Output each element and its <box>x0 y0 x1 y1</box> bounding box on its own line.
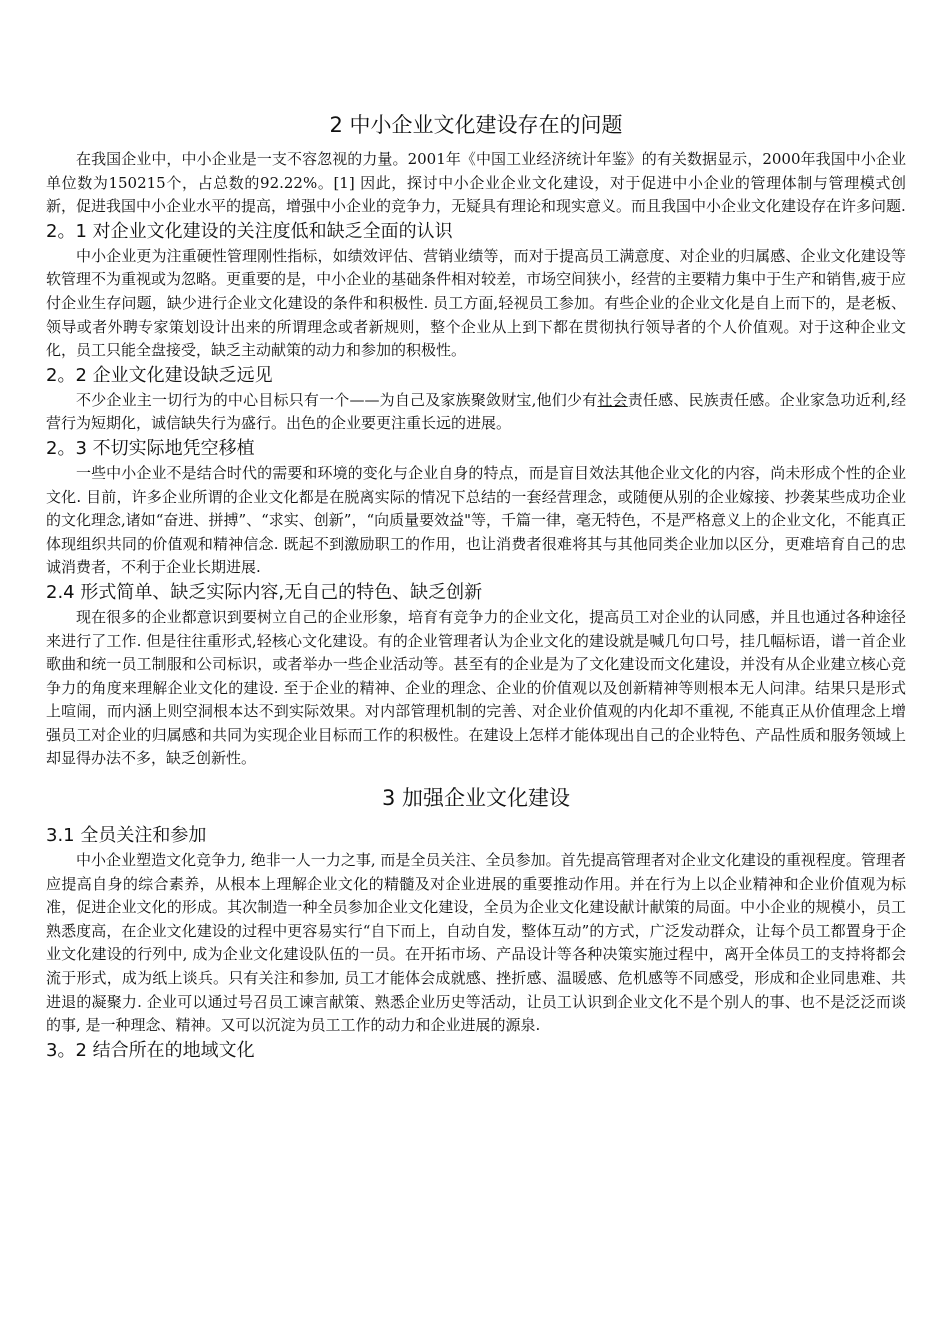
section-2-3-title: 2。3 不切实际地凭空移植 <box>46 437 255 459</box>
section-2-1-paragraph: 中小企业更为注重硬性管理刚性指标，如绩效评估、营销业绩等，而对于提高员工满意度、对企业的归属感、企业文化建设等软管理不为重视或为忽略。更重要的是，中小企业的基础条件相对较差，市场空间狭小，经营的主要精力集中于生产和销售,疲于应付企业生存问题，缺少进行企业文化建设的条件和积极性. 员工方面,轻视员工参加。有些企业的企业文化是自上而下的，是老板、领导或者外聘专家策划设计出来的所谓理念或者新规则，整个企业从上到下都在贯彻执行领导者的个人价值观。对于这种企业文化，员工只能全盘接受，缺乏主动献策的动力和参加的积极性。 <box>46 246 906 360</box>
section-2-2-title: 2。2 企业文化建设缺乏远见 <box>46 364 273 386</box>
section-2-2-text-before: 不少企业主一切行为的中心目标只有一个——为自己及家族聚敛财宝,他们少有 <box>76 390 598 409</box>
section-3-2-title: 3。2 结合所在的地域文化 <box>46 1039 255 1061</box>
society-underlined-term: 社会 <box>597 390 628 409</box>
document-page <box>46 110 906 1064</box>
chapter-3-title: 3 加强企业文化建设 <box>381 786 571 811</box>
section-3-1-title: 3.1 全员关注和参加 <box>46 825 207 847</box>
section-2-4-paragraph: 现在很多的企业都意识到要树立自己的企业形象，培育有竞争力的企业文化，提高员工对企业的认同感，并且也通过各种途径来进行了工作. 但是往往重形式,轻核心文化建设。有的企业管理者认为企业文化的建设就是喊几句口号，挂几幅标语，谱一首企业歌曲和统一员工制服和公司标识，或者举办一些企业活动等。甚至有的企业是为了文化建设而文化建设，并没有从企业建立核心竞争力的角度来理解企业文化的建设. 至于企业的精神、企业的理念、企业的价值观以及创新精神等则根本无人问津。结果只是形式上喧闹，而内涵上则空洞根本达不到实际效果。对内部管理机制的完善、对企业价值观的内化却不重视, 不能真正从价值理念上增强员工对企业的归属感和共同为实现企业目标而工作的积极性。在建设上怎样才能体现出自己的企业特色、产品性质和服务领域上却显得办法不多，缺乏创新性。 <box>46 607 906 768</box>
section-2-1-title: 2。1 对企业文化建设的关注度低和缺乏全面的认识 <box>46 220 453 242</box>
section-3-1-paragraph: 中小企业塑造文化竞争力, 绝非一人一力之事, 而是全员关注、全员参加。首先提高管理者对企业文化建设的重视程度。管理者应提高自身的综合素养，从根本上理解企业文化的精髓及对企业进展的重要推动作用。并在行为上以企业精神和企业价值观为标准，促进企业文化的形成。其次制造一种全员参加企业文化建设，全员为企业文化建设献计献策的局面。中小企业的规模小，员工熟悉度高，在企业文化建设的过程中更容易实行“自下而上，自动自发，整体互动”的方式，广泛发动群众，让每个员工都置身于企业文化建设的行列中, 成为企业文化建设队伍的一员。在开拓市场、产品设计等各种决策实施过程中，离开全体员工的支持将都会流于形式，成为纸上谈兵。只有关注和参加, 员工才能体会成就感、挫折感、温暖感、危机感等不同感受，形成和企业同患难、共进退的凝聚力. 企业可以通过号召员工谏言献策、熟悉企业历史等活动，让员工认识到企业文化不是个别人的事、也不是泛泛而谈的事, 是一种理念、精神。又可以沉淀为员工工作的动力和企业进展的源泉. <box>46 851 906 1035</box>
chapter-2-intro-paragraph: 在我国企业中，中小企业是一支不容忽视的力量。2001年《中国工业经济统计年鉴》的有关数据显示，2000年我国中小企业单位数为150215个，占总数的92.22%。[1] 因此，探讨中小企业企业文化建设，对于促进中小企业的管理体制与管理模式创新，促进我国中小企业水平的提高，增强中小企业的竞争力，无疑具有理论和现实意义。而且我国中小企业文化建设存在许多问题. <box>46 150 906 216</box>
section-2-3-paragraph: 一些中小企业不是结合时代的需要和环境的变化与企业自身的特点，而是盲目效法其他企业文化的内容，尚未形成个性的企业文化. 目前，许多企业所谓的企业文化都是在脱离实际的情况下总结的一套经营理念，或随便从别的企业嫁接、抄袭某些成功企业的文化理念,诸如“奋进、拼搏”、“求实、创新”，“向质量要效益"等，千篇一律，毫无特色，不是严格意义上的企业文化，不能真正体现组织共同的价值观和精神信念. 既起不到激励职工的作用，也让消费者很难将其与其他同类企业加以区分，更难培育自己的忠诚消费者，不利于企业长期进展. <box>46 463 907 577</box>
section-2-2-text-after: 责任感、民族责任感。企业家急功近利,经营行为短期化，诚信缺失行为盛行。出色的企业要更注重长远的进展。 <box>46 390 906 433</box>
chapter-2-title: 2 中小企业文化建设存在的问题 <box>329 113 623 137</box>
section-2-4-title: 2.4 形式简单、缺乏实际内容,无自己的特色、缺乏创新 <box>46 581 483 603</box>
section-2-2-paragraph <box>46 389 906 436</box>
